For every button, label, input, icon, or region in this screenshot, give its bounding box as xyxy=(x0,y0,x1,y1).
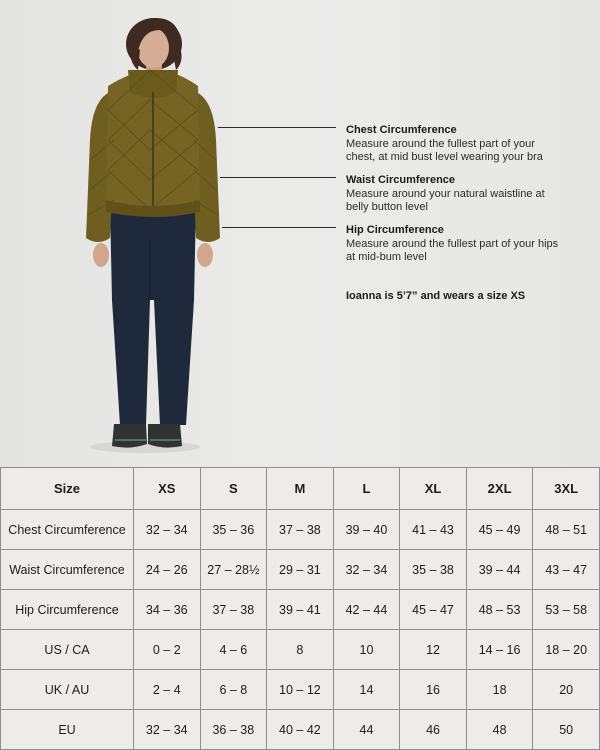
table-cell: 18 – 20 xyxy=(533,630,600,670)
table-row xyxy=(1,510,600,550)
table-cell: 43 – 47 xyxy=(533,550,600,590)
table-cell: 20 xyxy=(533,670,600,710)
size-header-cell: L xyxy=(333,468,400,510)
chest-guide-description: Measure around the fullest part of your chest, at mid bust level wearing your bra xyxy=(346,138,543,163)
size-header-label: Size xyxy=(1,468,134,510)
table-cell: 10 – 12 xyxy=(267,670,334,710)
row-label: Chest Circumference xyxy=(1,510,134,550)
table-cell: 48 – 51 xyxy=(533,510,600,550)
table-cell: 41 – 43 xyxy=(400,510,467,550)
table-cell: 36 – 38 xyxy=(200,710,267,750)
table-cell: 37 – 38 xyxy=(267,510,334,550)
table-cell: 53 – 58 xyxy=(533,590,600,630)
row-label: US / CA xyxy=(1,630,134,670)
size-header-cell: XL xyxy=(400,468,467,510)
table-row xyxy=(1,550,600,590)
size-chart-table xyxy=(0,467,600,750)
table-cell: 32 – 34 xyxy=(134,710,201,750)
size-header-row xyxy=(1,468,600,510)
size-header-cell: 2XL xyxy=(466,468,533,510)
row-label: Waist Circumference xyxy=(1,550,134,590)
table-row xyxy=(1,590,600,630)
hip-guide xyxy=(340,224,566,264)
row-label: UK / AU xyxy=(1,670,134,710)
table-cell: 29 – 31 xyxy=(267,550,334,590)
table-cell: 4 – 6 xyxy=(200,630,267,670)
table-cell: 27 – 28½ xyxy=(200,550,267,590)
table-cell: 24 – 26 xyxy=(134,550,201,590)
table-cell: 16 xyxy=(400,670,467,710)
model-figure-illustration xyxy=(0,0,300,467)
table-cell: 45 – 47 xyxy=(400,590,467,630)
table-cell: 39 – 41 xyxy=(267,590,334,630)
table-cell: 45 – 49 xyxy=(466,510,533,550)
size-header-cell: S xyxy=(200,468,267,510)
table-row xyxy=(1,630,600,670)
table-cell: 14 – 16 xyxy=(466,630,533,670)
table-cell: 6 – 8 xyxy=(200,670,267,710)
table-cell: 46 xyxy=(400,710,467,750)
table-cell: 39 – 40 xyxy=(333,510,400,550)
table-cell: 14 xyxy=(333,670,400,710)
hip-guide-title: Hip Circumference xyxy=(346,224,444,236)
row-label: Hip Circumference xyxy=(1,590,134,630)
size-header-cell: 3XL xyxy=(533,468,600,510)
table-cell: 35 – 38 xyxy=(400,550,467,590)
table-row xyxy=(1,670,600,710)
table-cell: 42 – 44 xyxy=(333,590,400,630)
row-label: EU xyxy=(1,710,134,750)
waist-guide-description: Measure around your natural waistline at belly button level xyxy=(346,188,545,213)
hip-pointer-line xyxy=(222,227,336,228)
table-cell: 10 xyxy=(333,630,400,670)
table-cell: 32 – 34 xyxy=(134,510,201,550)
model-size-caption: Ioanna is 5’7” and wears a size XS xyxy=(346,290,526,302)
table-cell: 40 – 42 xyxy=(267,710,334,750)
table-cell: 34 – 36 xyxy=(134,590,201,630)
chest-pointer-line xyxy=(218,127,336,128)
table-cell: 0 – 2 xyxy=(134,630,201,670)
table-cell: 12 xyxy=(400,630,467,670)
hip-guide-description: Measure around the fullest part of your hips at mid-bum level xyxy=(346,238,559,263)
chest-guide-title: Chest Circumference xyxy=(346,124,457,136)
table-cell: 48 – 53 xyxy=(466,590,533,630)
table-cell: 32 – 34 xyxy=(333,550,400,590)
table-cell: 50 xyxy=(533,710,600,750)
table-cell: 44 xyxy=(333,710,400,750)
table-cell: 39 – 44 xyxy=(466,550,533,590)
table-cell: 8 xyxy=(267,630,334,670)
table-cell: 35 – 36 xyxy=(200,510,267,550)
waist-guide-title: Waist Circumference xyxy=(346,174,456,186)
waist-pointer-line xyxy=(220,177,336,178)
waist-guide xyxy=(340,174,566,214)
table-cell: 37 – 38 xyxy=(200,590,267,630)
size-header-cell: M xyxy=(267,468,334,510)
table-cell: 2 – 4 xyxy=(134,670,201,710)
table-row xyxy=(1,710,600,750)
table-cell: 48 xyxy=(466,710,533,750)
size-header-cell: XS xyxy=(134,468,201,510)
table-cell: 18 xyxy=(466,670,533,710)
chest-guide xyxy=(340,124,566,164)
